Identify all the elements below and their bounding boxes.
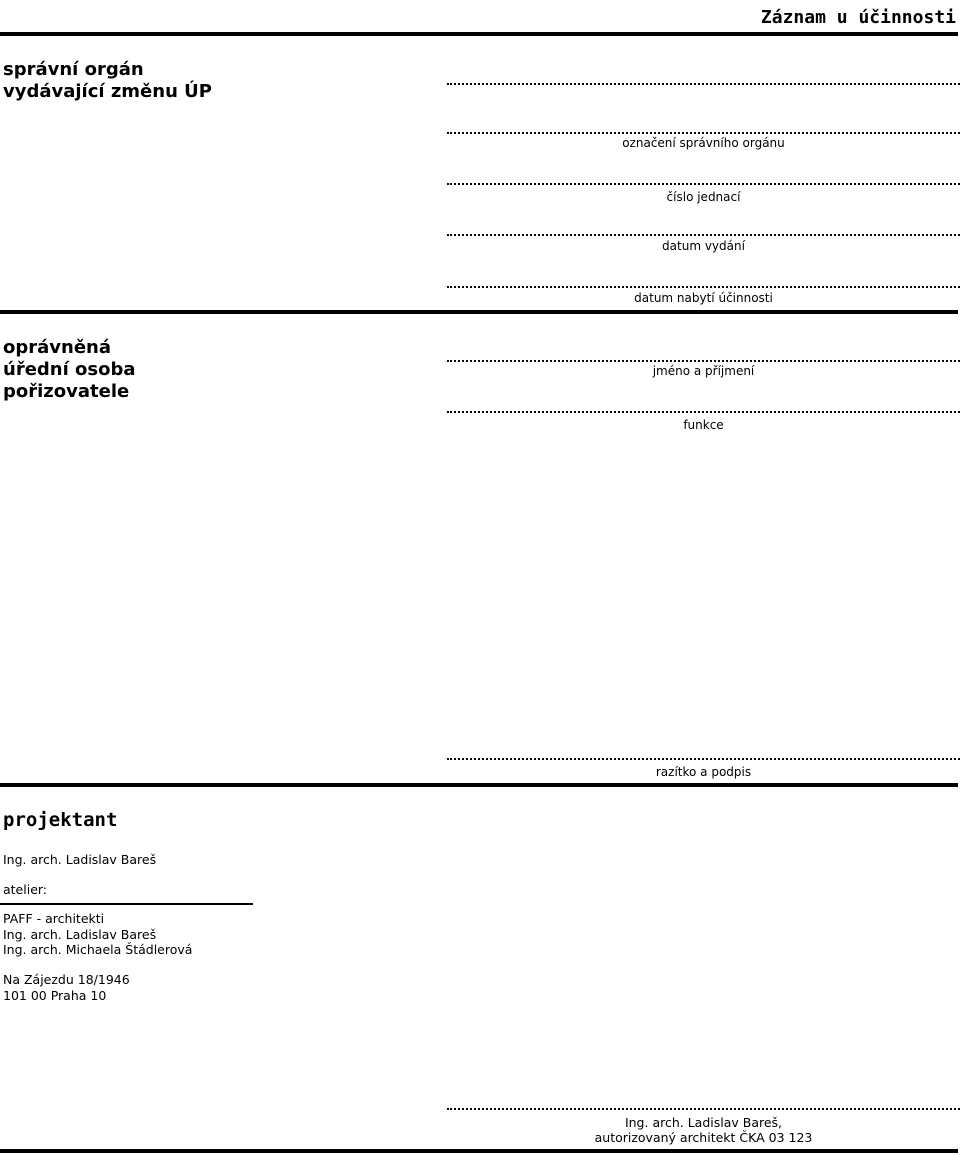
stamp-signature-line[interactable]	[447, 758, 960, 760]
official-label-line: pořizovatele	[3, 381, 130, 402]
designer-signature-caption	[447, 1115, 960, 1145]
function-caption: funkce	[683, 418, 724, 432]
address-line: Na Zájezdu 18/1946	[3, 972, 130, 987]
organ-field-line[interactable]	[447, 83, 960, 85]
name-line[interactable]	[447, 360, 960, 362]
atelier-rule	[0, 903, 253, 905]
official-label-line: oprávněná	[3, 337, 111, 358]
atelier-line: PAFF - architekti	[3, 911, 105, 926]
top-rule	[0, 32, 958, 36]
designer-title: projektant	[3, 809, 118, 831]
stamp-signature-caption: razítko a podpis	[655, 765, 752, 779]
organ-label-line: správní orgán	[3, 59, 144, 80]
address-line: 101 00 Praha 10	[3, 987, 107, 1003]
designer-name: Ing. arch. Ladislav Bareš	[3, 852, 157, 867]
function-line[interactable]	[447, 411, 960, 413]
address-block	[3, 972, 130, 1003]
atelier-line: Ing. arch. Michaela Štádlerová	[3, 942, 193, 957]
official-label	[3, 337, 136, 403]
reference-number-line[interactable]	[447, 183, 960, 185]
section-rule	[0, 783, 958, 787]
designer-signature-line[interactable]	[447, 1108, 960, 1110]
organ-designation-line[interactable]	[447, 132, 960, 134]
atelier-block	[3, 911, 192, 958]
organ-label-line: vydávající změnu ÚP	[3, 81, 212, 102]
issue-date-caption: datum vydání	[662, 239, 745, 253]
organ-designation-caption: označení správního orgánu	[622, 136, 785, 150]
organ-label	[3, 59, 212, 103]
issue-date-line[interactable]	[447, 234, 960, 236]
official-label-line: úřední osoba	[3, 359, 136, 380]
reference-number-caption: číslo jednací	[666, 190, 741, 204]
effective-date-line[interactable]	[447, 286, 960, 288]
page-title: Záznam u účinnosti	[760, 7, 956, 28]
atelier-label: atelier:	[3, 882, 48, 897]
section-rule	[0, 310, 958, 314]
atelier-line: Ing. arch. Ladislav Bareš	[3, 926, 157, 942]
name-caption: jméno a příjmení	[652, 364, 755, 378]
bottom-rule	[0, 1149, 958, 1153]
effective-date-caption: datum nabytí účinnosti	[634, 291, 773, 305]
signature-line: Ing. arch. Ladislav Bareš,	[624, 1115, 783, 1130]
signature-line: autorizovaný architekt ČKA 03 123	[594, 1130, 813, 1145]
